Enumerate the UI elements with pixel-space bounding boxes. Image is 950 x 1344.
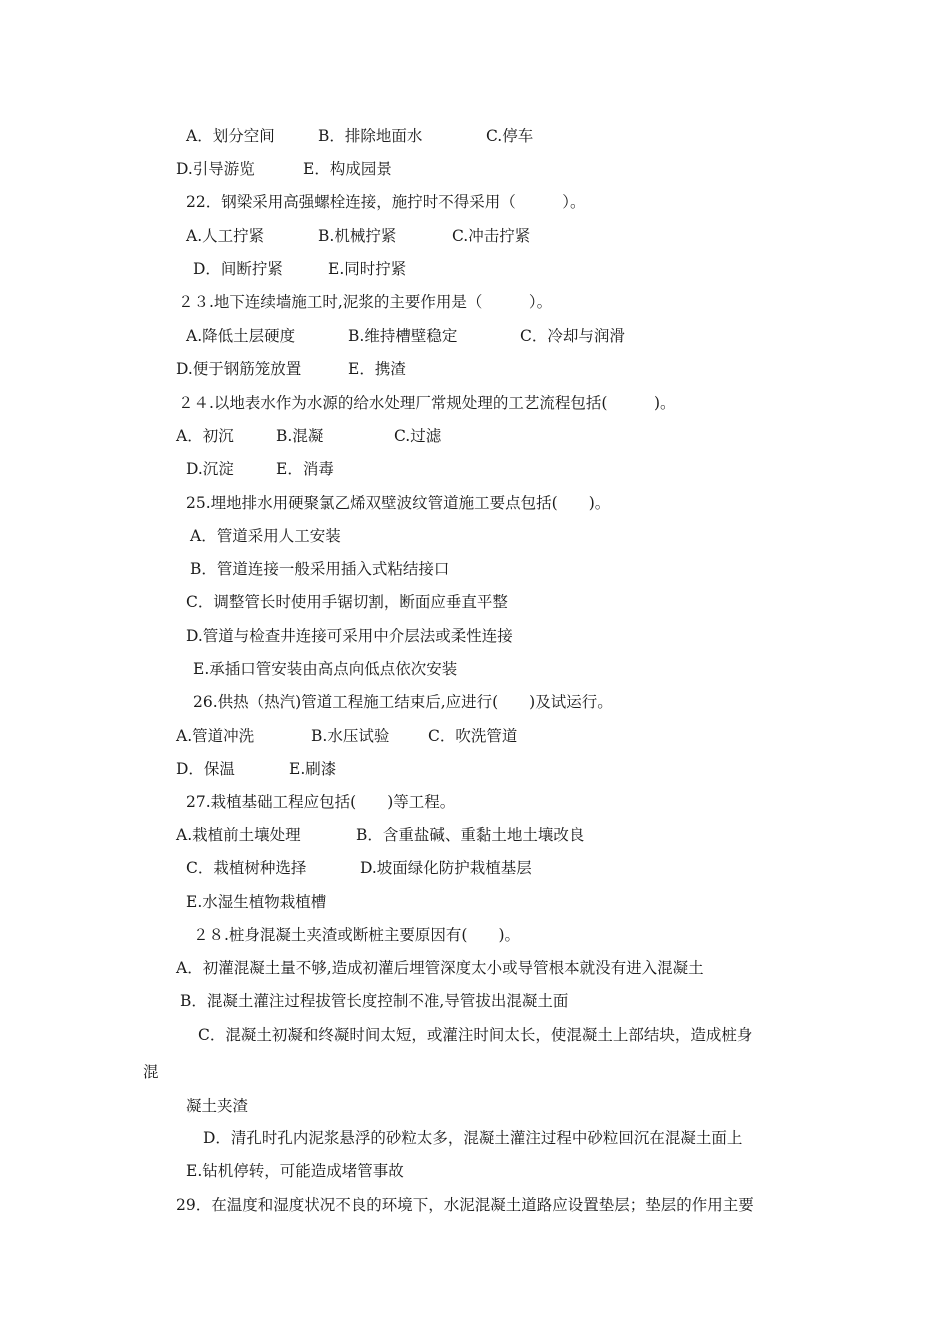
option-a: A.降低土层硬度 <box>186 327 296 345</box>
option-a: A．初灌混凝土量不够,造成初灌后埋管深度太小或导管根本就没有进入混凝土 <box>176 959 704 977</box>
option-c: C.停车 <box>486 127 534 145</box>
option-d: D.沉淀 <box>186 460 234 478</box>
option-d: D．保温 <box>176 760 235 778</box>
option-b: B.水压试验 <box>311 727 390 745</box>
option-e: E.同时拧紧 <box>328 260 407 278</box>
option-d: D.管道与检查井连接可采用中介层法或柔性连接 <box>186 627 513 645</box>
option-b: B．管道连接一般采用插入式粘结接口 <box>190 560 450 578</box>
option-b: B.维持槽壁稳定 <box>348 327 458 345</box>
question-stem: 25.埋地排水用硬聚氯乙烯双壁波纹管道施工要点包括( )。 <box>186 494 611 512</box>
question-stem: 26.供热（热汽)管道工程施工结束后,应进行( )及试运行。 <box>193 693 613 711</box>
option-b: B．混凝土灌注过程拔管长度控制不准,导管拔出混凝土面 <box>180 992 569 1010</box>
option-e: E．构成园景 <box>303 160 392 178</box>
option-d: D.坡面绿化防护栽植基层 <box>360 859 532 877</box>
option-e: E.水湿生植物栽植槽 <box>186 893 327 911</box>
question-stem: ２４.以地表水作为水源的给水处理厂常规处理的工艺流程包括( )。 <box>178 394 676 412</box>
option-e: E．携渣 <box>348 360 406 378</box>
option-a: A.管道冲洗 <box>176 727 255 745</box>
option-b: B．含重盐碱、重黏土地土壤改良 <box>356 826 585 844</box>
option-d: D.引导游览 <box>176 160 255 178</box>
option-e: E.钻机停转，可能造成堵管事故 <box>186 1162 404 1180</box>
option-c: C．栽植树种选择 <box>186 859 307 877</box>
option-d: D．间断拧紧 <box>193 260 283 278</box>
option-a: A．管道采用人工安装 <box>190 527 341 545</box>
option-a: A.栽植前土壤处理 <box>176 826 301 844</box>
wrapped-continuation: 凝土夹渣 <box>186 1097 249 1115</box>
option-e: E.刷漆 <box>289 760 337 778</box>
question-stem: ２８.桩身混凝土夹渣或断桩主要原因有( )。 <box>193 926 521 944</box>
option-c: C.过滤 <box>394 427 442 445</box>
option-a: A.人工拧紧 <box>186 227 265 245</box>
question-stem: 27.栽植基础工程应包括( )等工程。 <box>186 793 456 811</box>
option-d: D．清孔时孔内泥浆悬浮的砂粒太多，混凝土灌注过程中砂粒回沉在混凝土面上 <box>203 1129 743 1147</box>
question-stem: 22．钢梁采用高强螺栓连接，施拧时不得采用（ ）。 <box>186 193 586 211</box>
option-a: A．划分空间 <box>186 127 275 145</box>
wrapped-char: 混 <box>143 1063 159 1081</box>
question-stem: 29．在温度和湿度状况不良的环境下，水泥混凝土道路应设置垫层；垫层的作用主要 <box>176 1196 754 1214</box>
option-c: C．吹洗管道 <box>428 727 518 745</box>
option-e: E．消毒 <box>276 460 334 478</box>
option-b: B.混凝 <box>276 427 324 445</box>
option-b: B.机械拧紧 <box>318 227 397 245</box>
option-c: C．冷却与润滑 <box>520 327 625 345</box>
option-d: D.便于钢筋笼放置 <box>176 360 302 378</box>
option-b: B．排除地面水 <box>318 127 423 145</box>
question-stem: ２３.地下连续墙施工时,泥浆的主要作用是（ ）。 <box>178 293 553 311</box>
option-c: C．混凝土初凝和终凝时间太短，或灌注时间太长，使混凝土上部结块，造成桩身 <box>198 1026 753 1044</box>
option-c: C．调整管长时使用手锯切割，断面应垂直平整 <box>186 593 508 611</box>
option-c: C.冲击拧紧 <box>452 227 531 245</box>
option-a: A．初沉 <box>176 427 234 445</box>
option-e: E.承插口管安装由高点向低点依次安装 <box>193 660 458 678</box>
